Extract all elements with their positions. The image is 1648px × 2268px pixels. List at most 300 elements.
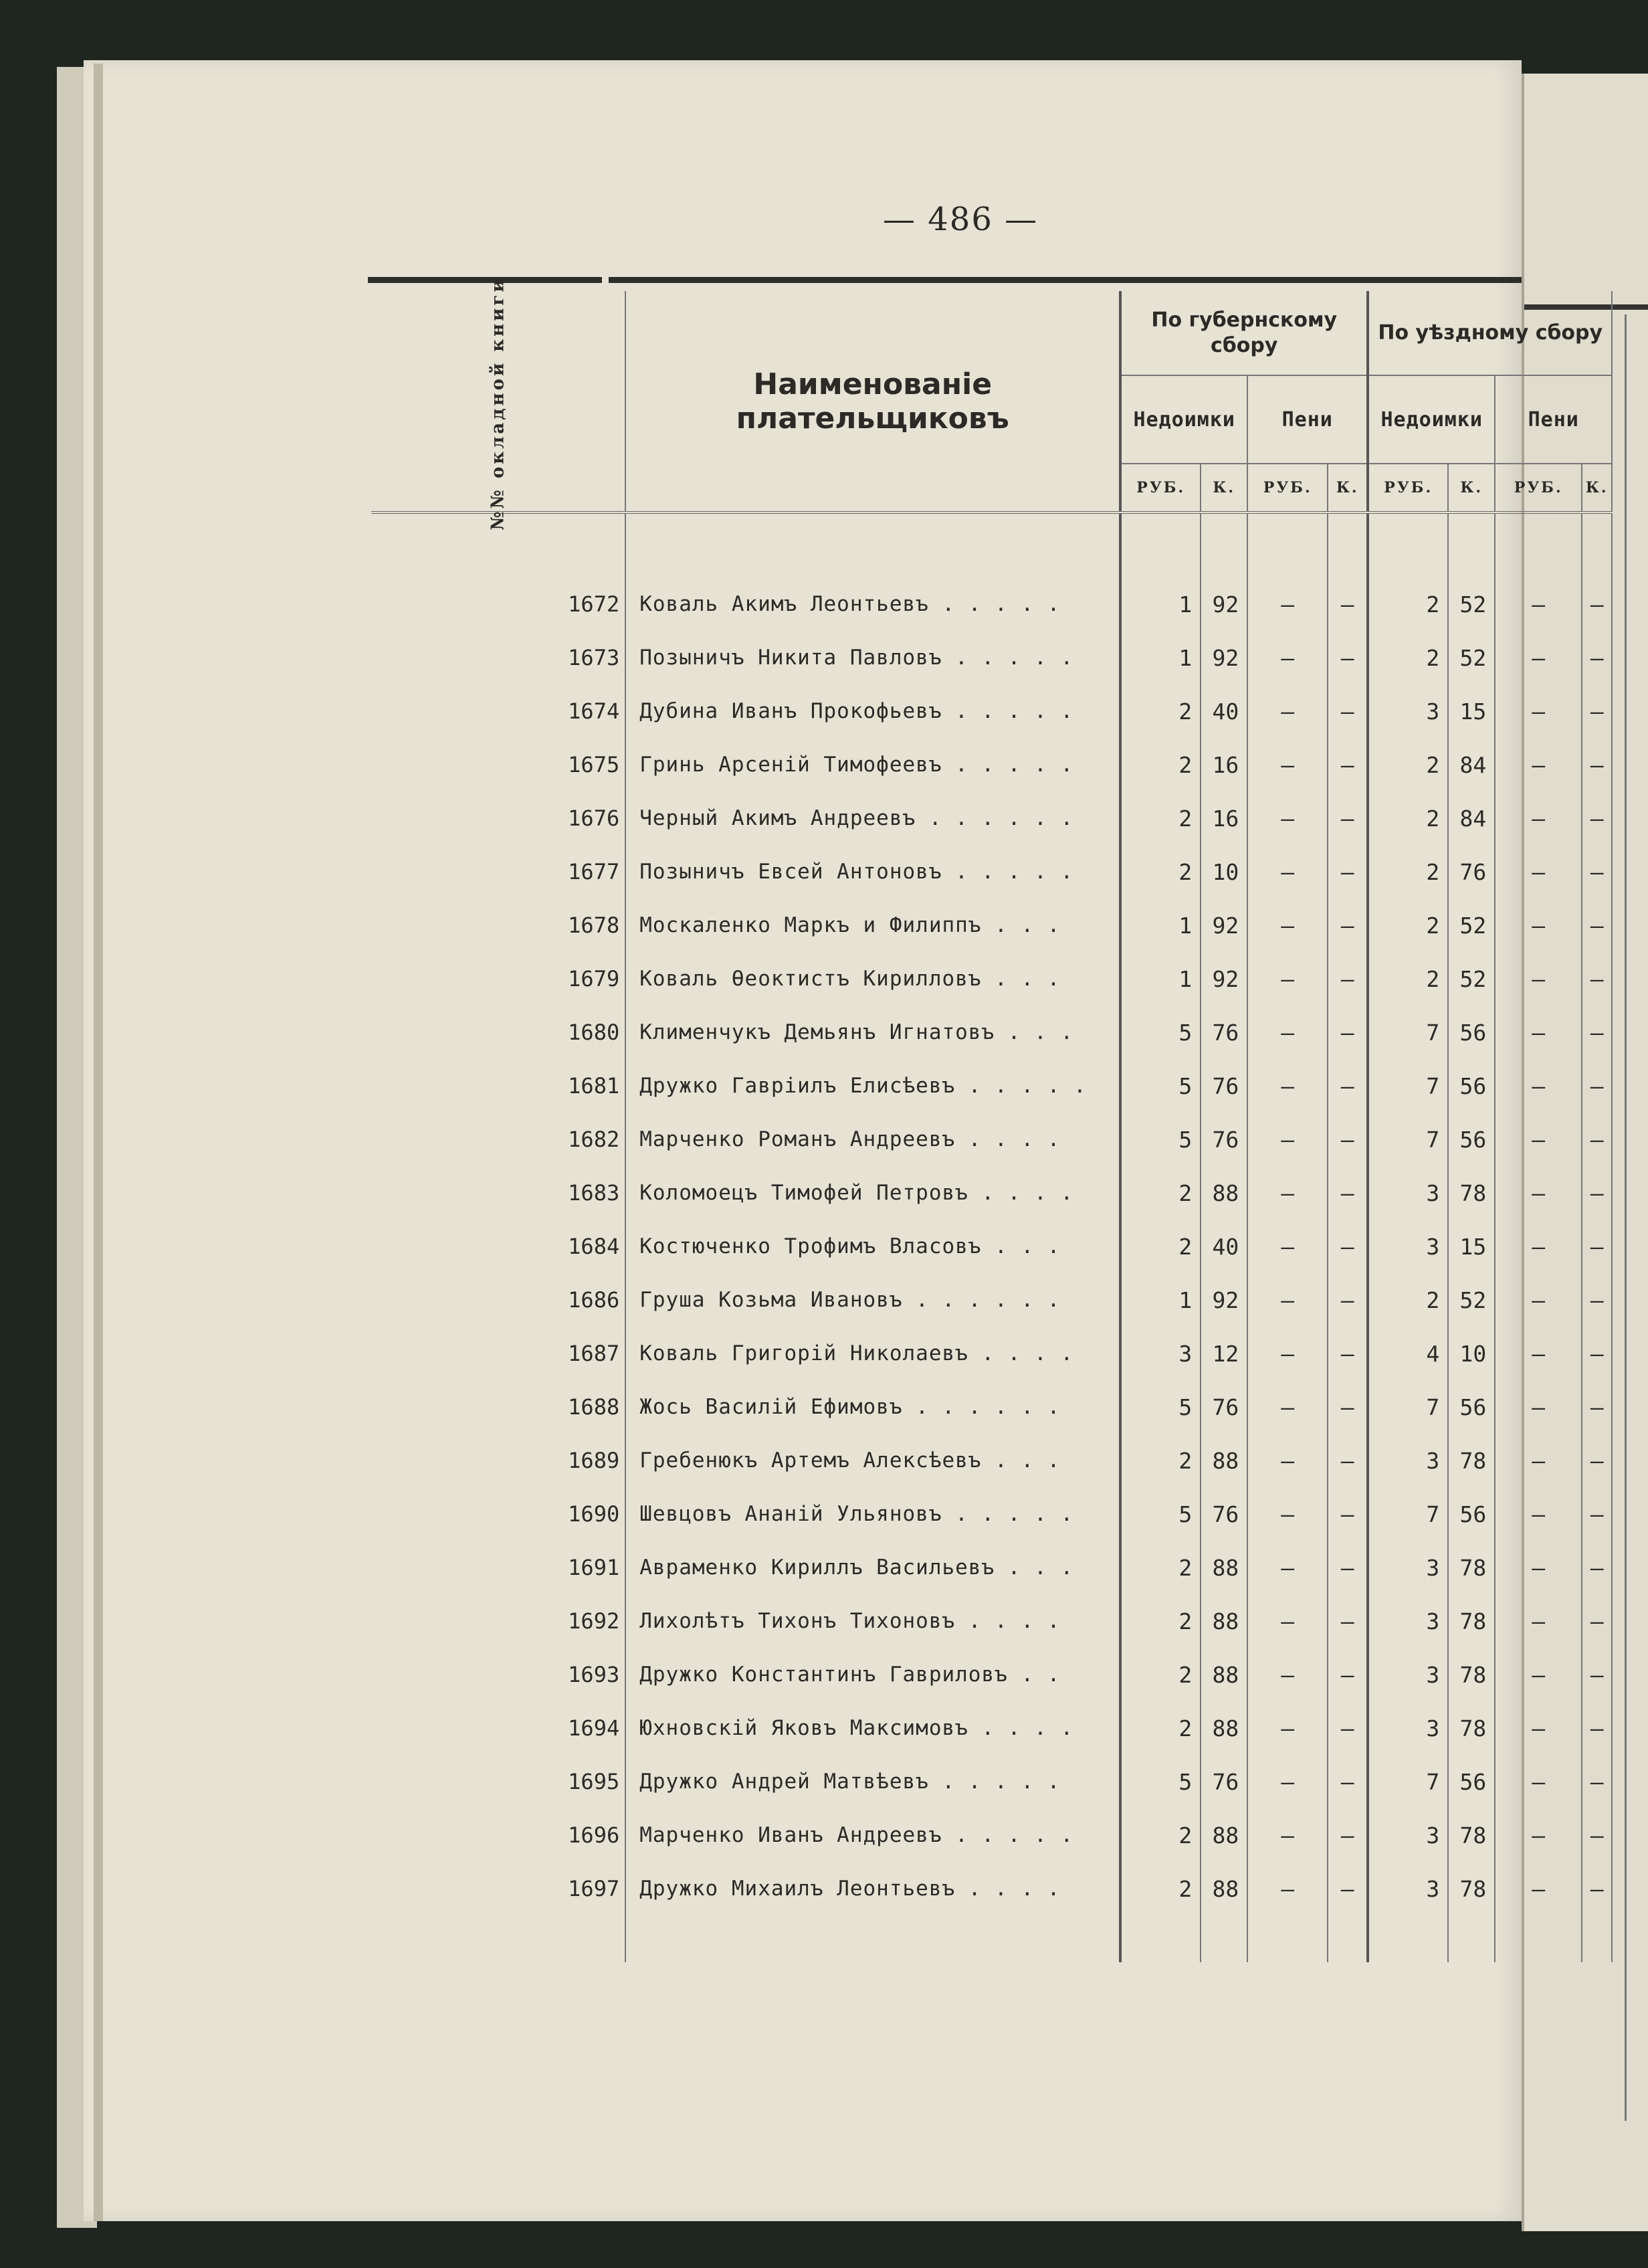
gub-peni-rub-cell: — <box>1247 1594 1328 1648</box>
uezd-nedoimki-kop-cell: 56 <box>1448 1380 1495 1434</box>
gub-peni-kop-cell: — <box>1328 1434 1368 1487</box>
gub-peni-kop-cell: — <box>1328 631 1368 684</box>
gub-peni-rub-cell: — <box>1247 1862 1328 1915</box>
uezd-peni-rub-cell: — <box>1495 1380 1582 1434</box>
uezd-nedoimki-rub-cell: 3 <box>1368 1862 1448 1915</box>
gub-peni-kop-cell: — <box>1328 577 1368 631</box>
uezd-peni-rub-cell: — <box>1495 1541 1582 1594</box>
uezd-peni-kop-cell: — <box>1582 684 1612 738</box>
gub-peni-kop-cell: — <box>1328 952 1368 1006</box>
gub-peni-rub-cell: — <box>1247 1487 1328 1541</box>
gub-nedoimki-rub-cell: 5 <box>1120 1755 1201 1808</box>
uezd-peni-rub-cell: — <box>1495 631 1582 684</box>
header-group-uezd: По уѣздному сбору <box>1368 291 1612 375</box>
gub-nedoimki-rub-cell: 3 <box>1120 1327 1201 1380</box>
uezd-nedoimki-kop-cell: 78 <box>1448 1808 1495 1862</box>
uezd-nedoimki-kop-cell: 76 <box>1448 845 1495 899</box>
uezd-peni-kop-cell: — <box>1582 791 1612 845</box>
table-row <box>371 845 1612 899</box>
book-number-cell: 1679 <box>371 952 625 1006</box>
book-number-cell: 1681 <box>371 1059 625 1113</box>
uezd-nedoimki-rub-cell: 3 <box>1368 1541 1448 1594</box>
payer-name-cell: Марченко Иванъ Андреевъ . . . . . <box>625 1808 1120 1862</box>
table-row <box>371 1701 1612 1755</box>
gub-peni-kop-cell: — <box>1328 1487 1368 1541</box>
table-row <box>371 1006 1612 1059</box>
gub-nedoimki-rub-cell: 2 <box>1120 738 1201 791</box>
gub-peni-rub-cell: — <box>1247 791 1328 845</box>
gub-peni-rub-cell: — <box>1247 1273 1328 1327</box>
uezd-peni-rub-cell: — <box>1495 1648 1582 1701</box>
table-row <box>371 1327 1612 1380</box>
gub-peni-kop-cell: — <box>1328 1862 1368 1915</box>
book-number-cell: 1692 <box>371 1594 625 1648</box>
gub-peni-rub-cell: — <box>1247 1808 1328 1862</box>
table-row <box>371 1755 1612 1808</box>
uezd-nedoimki-rub-cell: 3 <box>1368 1594 1448 1648</box>
uezd-nedoimki-rub-cell: 3 <box>1368 684 1448 738</box>
gub-peni-kop-cell: — <box>1328 1701 1368 1755</box>
uezd-nedoimki-rub-cell: 7 <box>1368 1113 1448 1166</box>
gub-nedoimki-kop-cell: 40 <box>1201 1220 1247 1273</box>
gub-nedoimki-rub-cell: 2 <box>1120 845 1201 899</box>
uezd-peni-kop-cell: — <box>1582 1541 1612 1594</box>
gub-peni-rub-cell: — <box>1247 1327 1328 1380</box>
uezd-peni-rub-cell: — <box>1495 1220 1582 1273</box>
book-number-cell: 1684 <box>371 1220 625 1273</box>
payer-name-cell: Москаленко Маркъ и Филиппъ . . . <box>625 899 1120 952</box>
book-number-cell: 1689 <box>371 1434 625 1487</box>
payer-name-cell: Лихолѣтъ Тихонъ Тихоновъ . . . . <box>625 1594 1120 1648</box>
gub-nedoimki-rub-cell: 1 <box>1120 631 1201 684</box>
uezd-nedoimki-rub-cell: 7 <box>1368 1380 1448 1434</box>
payer-name-cell: Коваль Ѳеоктистъ Кирилловъ . . . <box>625 952 1120 1006</box>
book-number-cell: 1677 <box>371 845 625 899</box>
book-number-cell: 1673 <box>371 631 625 684</box>
gub-nedoimki-rub-cell: 5 <box>1120 1380 1201 1434</box>
gub-peni-rub-cell: — <box>1247 845 1328 899</box>
book-number-cell: 1691 <box>371 1541 625 1594</box>
uezd-peni-rub-cell: — <box>1495 1808 1582 1862</box>
uezd-nedoimki-kop-cell: 56 <box>1448 1487 1495 1541</box>
uezd-nedoimki-kop-cell: 52 <box>1448 952 1495 1006</box>
gub-peni-rub-cell: — <box>1247 1006 1328 1059</box>
gub-peni-kop-cell: — <box>1328 1166 1368 1220</box>
table-row <box>371 1862 1612 1915</box>
uezd-peni-kop-cell: — <box>1582 577 1612 631</box>
gub-peni-kop-cell: — <box>1328 684 1368 738</box>
uezd-peni-rub-cell: — <box>1495 952 1582 1006</box>
header-payer-name: Наименованіе плательщиковъ <box>625 291 1120 512</box>
uezd-nedoimki-kop-cell: 78 <box>1448 1594 1495 1648</box>
gub-nedoimki-rub-cell: 1 <box>1120 577 1201 631</box>
gub-nedoimki-kop-cell: 88 <box>1201 1594 1247 1648</box>
uezd-nedoimki-kop-cell: 78 <box>1448 1166 1495 1220</box>
gub-peni-kop-cell: — <box>1328 1059 1368 1113</box>
uezd-peni-rub-cell: — <box>1495 1755 1582 1808</box>
uezd-nedoimki-kop-cell: 52 <box>1448 631 1495 684</box>
table-row <box>371 1434 1612 1487</box>
uezd-nedoimki-rub-cell: 7 <box>1368 1059 1448 1113</box>
gub-nedoimki-rub-cell: 5 <box>1120 1113 1201 1166</box>
gub-peni-rub-cell: — <box>1247 1059 1328 1113</box>
uezd-nedoimki-rub-cell: 3 <box>1368 1220 1448 1273</box>
uezd-nedoimki-rub-cell: 2 <box>1368 738 1448 791</box>
gub-nedoimki-kop-cell: 88 <box>1201 1541 1247 1594</box>
gub-peni-kop-cell: — <box>1328 1273 1368 1327</box>
uezd-peni-kop-cell: — <box>1582 1006 1612 1059</box>
uezd-nedoimki-kop-cell: 52 <box>1448 577 1495 631</box>
uezd-peni-rub-cell: — <box>1495 1006 1582 1059</box>
gub-nedoimki-kop-cell: 92 <box>1201 899 1247 952</box>
gub-peni-rub-cell: — <box>1247 738 1328 791</box>
gub-nedoimki-kop-cell: 10 <box>1201 845 1247 899</box>
table-row <box>371 1594 1612 1648</box>
book-number-cell: 1695 <box>371 1755 625 1808</box>
book-number-cell: 1696 <box>371 1808 625 1862</box>
uezd-nedoimki-rub-cell: 3 <box>1368 1434 1448 1487</box>
table-row <box>371 1166 1612 1220</box>
uezd-nedoimki-rub-cell: 2 <box>1368 1273 1448 1327</box>
gub-nedoimki-rub-cell: 1 <box>1120 952 1201 1006</box>
gub-peni-kop-cell: — <box>1328 1648 1368 1701</box>
gub-peni-rub-cell: — <box>1247 631 1328 684</box>
uezd-nedoimki-kop-cell: 56 <box>1448 1113 1495 1166</box>
payer-name-cell: Марченко Романъ Андреевъ . . . . <box>625 1113 1120 1166</box>
gub-nedoimki-kop-cell: 40 <box>1201 684 1247 738</box>
header-gub-ned-rub: РУБ. <box>1120 464 1201 512</box>
payers-table <box>371 276 1613 1962</box>
gub-peni-rub-cell: — <box>1247 1434 1328 1487</box>
book-number-cell: 1674 <box>371 684 625 738</box>
gub-peni-rub-cell: — <box>1247 684 1328 738</box>
uezd-nedoimki-rub-cell: 2 <box>1368 845 1448 899</box>
header-uezd-ned-rub: РУБ. <box>1368 464 1448 512</box>
header-book-number <box>371 276 625 531</box>
header-gub-peni-rub: РУБ. <box>1247 464 1328 512</box>
gub-nedoimki-kop-cell: 12 <box>1201 1327 1247 1380</box>
table-row <box>371 1113 1612 1166</box>
book-number-cell: 1676 <box>371 791 625 845</box>
gub-peni-rub-cell: — <box>1247 1220 1328 1273</box>
uezd-peni-kop-cell: — <box>1582 1380 1612 1434</box>
uezd-nedoimki-kop-cell: 52 <box>1448 1273 1495 1327</box>
gub-peni-rub-cell: — <box>1247 1755 1328 1808</box>
gub-peni-kop-cell: — <box>1328 899 1368 952</box>
gub-nedoimki-rub-cell: 2 <box>1120 1541 1201 1594</box>
payer-name-cell: Дружко Андрей Матвѣевъ . . . . . <box>625 1755 1120 1808</box>
gub-peni-rub-cell: — <box>1247 899 1328 952</box>
uezd-nedoimki-kop-cell: 56 <box>1448 1059 1495 1113</box>
uezd-nedoimki-kop-cell: 15 <box>1448 684 1495 738</box>
table-row <box>371 1059 1612 1113</box>
uezd-peni-rub-cell: — <box>1495 1862 1582 1915</box>
uezd-peni-rub-cell: — <box>1495 1059 1582 1113</box>
page-number: — 486 — <box>883 201 1039 238</box>
gub-peni-kop-cell: — <box>1328 1380 1368 1434</box>
gub-nedoimki-rub-cell: 2 <box>1120 1808 1201 1862</box>
payer-name-cell: Коваль Акимъ Леонтьевъ . . . . . <box>625 577 1120 631</box>
header-gub-nedoimki: Недоимки <box>1120 375 1247 464</box>
gub-nedoimki-kop-cell: 88 <box>1201 1648 1247 1701</box>
uezd-peni-kop-cell: — <box>1582 1648 1612 1701</box>
header-uezd-peni-rub: РУБ. <box>1495 464 1582 512</box>
uezd-nedoimki-rub-cell: 2 <box>1368 899 1448 952</box>
gub-peni-rub-cell: — <box>1247 1166 1328 1220</box>
uezd-peni-kop-cell: — <box>1582 1808 1612 1862</box>
gub-peni-kop-cell: — <box>1328 1113 1368 1166</box>
payer-name-cell: Гребенюкъ Артемъ Алексѣевъ . . . <box>625 1434 1120 1487</box>
gub-nedoimki-kop-cell: 92 <box>1201 1273 1247 1327</box>
facing-page-column-line <box>1625 314 1627 2121</box>
uezd-peni-rub-cell: — <box>1495 1434 1582 1487</box>
gub-peni-kop-cell: — <box>1328 738 1368 791</box>
payer-name-cell: Коваль Григорій Николаевъ . . . . <box>625 1327 1120 1380</box>
uezd-nedoimki-rub-cell: 7 <box>1368 1006 1448 1059</box>
gub-nedoimki-kop-cell: 92 <box>1201 952 1247 1006</box>
gub-peni-kop-cell: — <box>1328 1220 1368 1273</box>
header-book-number-label: №№ окладной книги <box>488 276 508 531</box>
uezd-peni-rub-cell: — <box>1495 845 1582 899</box>
uezd-nedoimki-rub-cell: 3 <box>1368 1701 1448 1755</box>
gub-peni-kop-cell: — <box>1328 1006 1368 1059</box>
table-row <box>371 1541 1612 1594</box>
payer-name-cell: Позыничъ Никита Павловъ . . . . . <box>625 631 1120 684</box>
gub-nedoimki-rub-cell: 5 <box>1120 1487 1201 1541</box>
book-number-cell: 1688 <box>371 1380 625 1434</box>
book-number-cell: 1675 <box>371 738 625 791</box>
uezd-peni-kop-cell: — <box>1582 1273 1612 1327</box>
table-row <box>371 738 1612 791</box>
gub-peni-rub-cell: — <box>1247 577 1328 631</box>
uezd-peni-rub-cell: — <box>1495 1487 1582 1541</box>
uezd-peni-rub-cell: — <box>1495 1113 1582 1166</box>
uezd-peni-rub-cell: — <box>1495 684 1582 738</box>
gub-peni-kop-cell: — <box>1328 1808 1368 1862</box>
uezd-peni-rub-cell: — <box>1495 1594 1582 1648</box>
book-number-cell: 1690 <box>371 1487 625 1541</box>
gub-nedoimki-rub-cell: 1 <box>1120 1273 1201 1327</box>
payer-name-cell: Дружко Михаилъ Леонтьевъ . . . . <box>625 1862 1120 1915</box>
uezd-peni-rub-cell: — <box>1495 577 1582 631</box>
gub-peni-rub-cell: — <box>1247 1648 1328 1701</box>
book-number-cell: 1678 <box>371 899 625 952</box>
table-row <box>371 1808 1612 1862</box>
payer-name-cell: Юхновскій Яковъ Максимовъ . . . . <box>625 1701 1120 1755</box>
gub-nedoimki-kop-cell: 88 <box>1201 1808 1247 1862</box>
gub-nedoimki-rub-cell: 2 <box>1120 791 1201 845</box>
header-gub-ned-kop: К. <box>1201 464 1247 512</box>
uezd-peni-rub-cell: — <box>1495 1273 1582 1327</box>
uezd-peni-kop-cell: — <box>1582 1755 1612 1808</box>
book-number-cell: 1682 <box>371 1113 625 1166</box>
uezd-peni-kop-cell: — <box>1582 1487 1612 1541</box>
gub-nedoimki-rub-cell: 5 <box>1120 1006 1201 1059</box>
uezd-peni-kop-cell: — <box>1582 1327 1612 1380</box>
uezd-peni-kop-cell: — <box>1582 1113 1612 1166</box>
uezd-nedoimki-kop-cell: 56 <box>1448 1006 1495 1059</box>
table-row <box>371 577 1612 631</box>
uezd-nedoimki-kop-cell: 52 <box>1448 899 1495 952</box>
gub-nedoimki-kop-cell: 16 <box>1201 738 1247 791</box>
uezd-peni-kop-cell: — <box>1582 1862 1612 1915</box>
gub-nedoimki-kop-cell: 88 <box>1201 1434 1247 1487</box>
uezd-nedoimki-rub-cell: 3 <box>1368 1166 1448 1220</box>
uezd-nedoimki-rub-cell: 7 <box>1368 1755 1448 1808</box>
header-uezd-nedoimki: Недоимки <box>1368 375 1495 464</box>
gub-nedoimki-kop-cell: 88 <box>1201 1862 1247 1915</box>
gub-nedoimki-rub-cell: 2 <box>1120 1701 1201 1755</box>
gub-nedoimki-kop-cell: 88 <box>1201 1701 1247 1755</box>
uezd-nedoimki-kop-cell: 10 <box>1448 1327 1495 1380</box>
payer-name-cell: Груша Козьма Ивановъ . . . . . . <box>625 1273 1120 1327</box>
table-row <box>371 952 1612 1006</box>
payer-name-cell: Дубина Иванъ Прокофьевъ . . . . . <box>625 684 1120 738</box>
uezd-peni-kop-cell: — <box>1582 1594 1612 1648</box>
gub-nedoimki-rub-cell: 2 <box>1120 1862 1201 1915</box>
uezd-nedoimki-rub-cell: 3 <box>1368 1808 1448 1862</box>
uezd-nedoimki-rub-cell: 4 <box>1368 1327 1448 1380</box>
table-row <box>371 791 1612 845</box>
book-number-cell: 1680 <box>371 1006 625 1059</box>
gub-nedoimki-rub-cell: 2 <box>1120 684 1201 738</box>
table-row <box>371 1487 1612 1541</box>
book-number-cell: 1693 <box>371 1648 625 1701</box>
uezd-nedoimki-rub-cell: 2 <box>1368 631 1448 684</box>
table-row <box>371 1648 1612 1701</box>
header-uezd-peni: Пени <box>1495 375 1612 464</box>
gub-peni-kop-cell: — <box>1328 845 1368 899</box>
book-number-cell: 1683 <box>371 1166 625 1220</box>
uezd-nedoimki-kop-cell: 56 <box>1448 1755 1495 1808</box>
uezd-peni-kop-cell: — <box>1582 1059 1612 1113</box>
payer-name-cell: Гринь Арсеній Тимофеевъ . . . . . <box>625 738 1120 791</box>
book-number-cell: 1672 <box>371 577 625 631</box>
uezd-nedoimki-kop-cell: 15 <box>1448 1220 1495 1273</box>
gub-nedoimki-rub-cell: 2 <box>1120 1648 1201 1701</box>
uezd-peni-kop-cell: — <box>1582 899 1612 952</box>
uezd-nedoimki-kop-cell: 84 <box>1448 791 1495 845</box>
spacer-row <box>371 512 1612 577</box>
uezd-peni-rub-cell: — <box>1495 1327 1582 1380</box>
page-gutter <box>94 64 103 2221</box>
uezd-peni-rub-cell: — <box>1495 1166 1582 1220</box>
uezd-peni-rub-cell: — <box>1495 1701 1582 1755</box>
gub-nedoimki-kop-cell: 76 <box>1201 1380 1247 1434</box>
gub-nedoimki-rub-cell: 2 <box>1120 1220 1201 1273</box>
gub-nedoimki-kop-cell: 88 <box>1201 1166 1247 1220</box>
uezd-peni-kop-cell: — <box>1582 738 1612 791</box>
gub-nedoimki-rub-cell: 2 <box>1120 1594 1201 1648</box>
uezd-nedoimki-rub-cell: 2 <box>1368 577 1448 631</box>
gub-peni-rub-cell: — <box>1247 1113 1328 1166</box>
uezd-nedoimki-kop-cell: 78 <box>1448 1862 1495 1915</box>
uezd-peni-rub-cell: — <box>1495 899 1582 952</box>
payer-name-cell: Дружко Константинъ Гавриловъ . . <box>625 1648 1120 1701</box>
table-row <box>371 1220 1612 1273</box>
header-group-gub: По губернскому сбору <box>1120 291 1368 375</box>
uezd-nedoimki-kop-cell: 84 <box>1448 738 1495 791</box>
payer-name-cell: Черный Акимъ Андреевъ . . . . . . <box>625 791 1120 845</box>
gub-peni-rub-cell: — <box>1247 1701 1328 1755</box>
gub-nedoimki-kop-cell: 76 <box>1201 1059 1247 1113</box>
table-row <box>371 1273 1612 1327</box>
uezd-nedoimki-kop-cell: 78 <box>1448 1541 1495 1594</box>
uezd-peni-rub-cell: — <box>1495 738 1582 791</box>
payer-name-cell: Шевцовъ Ананій Ульяновъ . . . . . <box>625 1487 1120 1541</box>
spacer-row <box>371 1915 1612 1962</box>
gub-nedoimki-rub-cell: 2 <box>1120 1434 1201 1487</box>
uezd-peni-kop-cell: — <box>1582 845 1612 899</box>
gub-peni-kop-cell: — <box>1328 1594 1368 1648</box>
payer-name-cell: Коломоецъ Тимофей Петровъ . . . . <box>625 1166 1120 1220</box>
uezd-nedoimki-rub-cell: 3 <box>1368 1648 1448 1701</box>
table-row <box>371 1380 1612 1434</box>
gub-peni-kop-cell: — <box>1328 1541 1368 1594</box>
gub-peni-kop-cell: — <box>1328 1755 1368 1808</box>
uezd-peni-kop-cell: — <box>1582 1701 1612 1755</box>
uezd-peni-kop-cell: — <box>1582 631 1612 684</box>
payer-name-cell: Дружко Гавріилъ Елисѣевъ . . . . . <box>625 1059 1120 1113</box>
top-rule-right <box>609 277 1522 283</box>
gub-nedoimki-rub-cell: 2 <box>1120 1166 1201 1220</box>
header-gub-peni-kop: К. <box>1328 464 1368 512</box>
table-row <box>371 899 1612 952</box>
payer-name-cell: Жось Василій Ефимовъ . . . . . . <box>625 1380 1120 1434</box>
gub-peni-kop-cell: — <box>1328 1327 1368 1380</box>
book-number-cell: 1687 <box>371 1327 625 1380</box>
header-uezd-peni-kop: К. <box>1582 464 1612 512</box>
book-number-cell: 1694 <box>371 1701 625 1755</box>
payer-name-cell: Костюченко Трофимъ Власовъ . . . <box>625 1220 1120 1273</box>
gub-nedoimki-kop-cell: 92 <box>1201 577 1247 631</box>
header-uezd-ned-kop: К. <box>1448 464 1495 512</box>
book-number-cell: 1686 <box>371 1273 625 1327</box>
table-row <box>371 631 1612 684</box>
gub-nedoimki-kop-cell: 16 <box>1201 791 1247 845</box>
payer-name-cell: Клименчукъ Демьянъ Игнатовъ . . . <box>625 1006 1120 1059</box>
book-number-cell: 1697 <box>371 1862 625 1915</box>
header-gub-peni: Пени <box>1247 375 1368 464</box>
gub-peni-rub-cell: — <box>1247 1541 1328 1594</box>
uezd-nedoimki-kop-cell: 78 <box>1448 1701 1495 1755</box>
gub-nedoimki-kop-cell: 76 <box>1201 1487 1247 1541</box>
uezd-peni-kop-cell: — <box>1582 1166 1612 1220</box>
uezd-nedoimki-rub-cell: 7 <box>1368 1487 1448 1541</box>
gub-nedoimki-kop-cell: 76 <box>1201 1006 1247 1059</box>
uezd-peni-kop-cell: — <box>1582 1434 1612 1487</box>
uezd-nedoimki-kop-cell: 78 <box>1448 1434 1495 1487</box>
uezd-nedoimki-rub-cell: 2 <box>1368 791 1448 845</box>
gub-nedoimki-kop-cell: 76 <box>1201 1113 1247 1166</box>
top-rule-left <box>368 277 602 283</box>
payer-name-cell: Авраменко Кириллъ Васильевъ . . . <box>625 1541 1120 1594</box>
payer-name-cell: Позыничъ Евсей Антоновъ . . . . . <box>625 845 1120 899</box>
uezd-peni-kop-cell: — <box>1582 1220 1612 1273</box>
table-row <box>371 684 1612 738</box>
gub-nedoimki-rub-cell: 1 <box>1120 899 1201 952</box>
gub-peni-rub-cell: — <box>1247 1380 1328 1434</box>
uezd-nedoimki-rub-cell: 2 <box>1368 952 1448 1006</box>
gub-nedoimki-kop-cell: 92 <box>1201 631 1247 684</box>
uezd-nedoimki-kop-cell: 78 <box>1448 1648 1495 1701</box>
gub-nedoimki-kop-cell: 76 <box>1201 1755 1247 1808</box>
uezd-peni-rub-cell: — <box>1495 791 1582 845</box>
uezd-peni-kop-cell: — <box>1582 952 1612 1006</box>
gub-peni-kop-cell: — <box>1328 791 1368 845</box>
gub-nedoimki-rub-cell: 5 <box>1120 1059 1201 1113</box>
gub-peni-rub-cell: — <box>1247 952 1328 1006</box>
